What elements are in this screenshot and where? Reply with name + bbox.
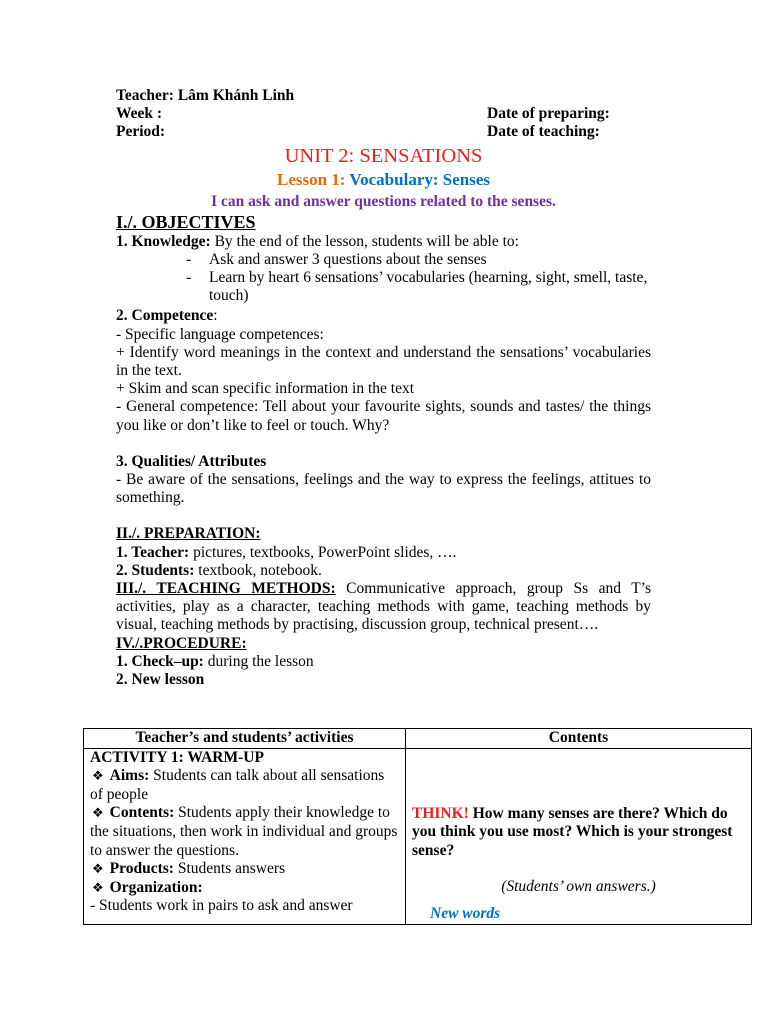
procedure-heading: IV./.PROCEDURE: (116, 634, 247, 652)
date-preparing-label: Date of preparing: (487, 105, 610, 123)
organization-text: - Students work in pairs to ask and answer (90, 897, 353, 915)
diamond-bullet-icon: ❖ (92, 805, 104, 821)
competence-line: - General competence: Tell about your favourite sights, sounds and tastes/ the things you like or don’t like to feel or touch. Why? (116, 398, 651, 434)
methods-heading: III./. TEACHING METHODS: (116, 580, 336, 598)
period-label: Period: (116, 123, 166, 141)
knowledge-item: - Ask and answer 3 questions about the senses (186, 250, 487, 268)
teacher-label: Teacher: (116, 87, 174, 104)
knowledge-text: By the end of the lesson, students will be able to: (214, 232, 519, 250)
contents-column-header: Contents (406, 729, 752, 749)
think-question (412, 805, 745, 861)
teacher-line (116, 87, 651, 105)
knowledge-line (116, 233, 651, 251)
contents-cell (406, 748, 752, 924)
lesson-title (116, 169, 651, 191)
students-answers: (Students’ own answers.) (501, 878, 656, 896)
teacher-name: Lâm Khánh Linh (177, 87, 295, 104)
diamond-bullet-icon: ❖ (92, 861, 104, 877)
activities-column-header: Teacher’s and students’ activities (84, 729, 406, 749)
preparation-teacher: 1. Teacher: pictures, textbooks, PowerPoint slides, …. (116, 543, 457, 561)
table-header-row (84, 729, 752, 749)
contents-item: ❖ Contents: Students apply their knowledge to the situations, then work in individual and groups to answer the questions. (90, 804, 398, 859)
competence-line: + Skim and scan specific information in the text (116, 380, 415, 398)
lesson-number: Lesson 1: (276, 169, 346, 189)
date-teaching-label: Date of teaching: (487, 123, 600, 141)
organization-item: ❖ Organization: (92, 878, 203, 896)
aims-item: ❖ Aims: Students can talk about all sensations of people (90, 767, 385, 803)
new-words-heading: New words (430, 904, 501, 922)
products-item: ❖ Products: Students answers (92, 860, 286, 878)
lesson-plan-page (116, 87, 651, 689)
period-row (116, 123, 651, 141)
knowledge-label: 1. Knowledge: (116, 232, 211, 250)
knowledge-list (116, 251, 651, 306)
lesson-topic: Vocabulary: Senses (349, 169, 491, 189)
qualities-heading: 3. Qualities/ Attributes (116, 452, 267, 470)
unit-title: UNIT 2: SENSATIONS (284, 144, 483, 167)
qualities-text: - Be aware of the sensations, feelings and the way to express the feelings, attitues to something. (116, 471, 651, 507)
methods-text: Communicative approach, group Ss and T’s activities, play as a character, teaching methods with game, teaching methods by visual, teaching methods by practising, discussion group, technical present…. (116, 580, 652, 634)
think-label: THINK! (412, 804, 469, 822)
week-row (116, 105, 651, 123)
diamond-bullet-icon: ❖ (92, 768, 104, 784)
objectives-heading: I./. OBJECTIVES (116, 211, 256, 232)
think-text: How many senses are there? Which do you think you use most? Which is your strongest sense? (412, 804, 733, 859)
preparation-students: 2. Students: textbook, notebook. (116, 561, 322, 579)
activity-title: ACTIVITY 1: WARM-UP (90, 748, 264, 766)
diamond-bullet-icon: ❖ (92, 879, 104, 895)
table-row (84, 748, 752, 924)
competence-line: - Specific language competences: (116, 325, 324, 343)
checkup-line: 1. Check–up: during the lesson (116, 652, 314, 670)
knowledge-item: - Learn by heart 6 sensations’ vocabularies (hearning, sight, smell, taste, touch) (186, 269, 648, 305)
week-label: Week : (116, 105, 163, 123)
new-lesson-label: 2. New lesson (116, 671, 205, 689)
activities-cell (84, 748, 406, 924)
competence-heading: 2. Competence: (116, 307, 218, 325)
activity-table (83, 728, 752, 925)
preparation-heading: II./. PREPARATION: (116, 525, 261, 543)
competence-label: 2. Competence (116, 307, 214, 325)
lesson-goal: I can ask and answer questions related to the senses. (211, 192, 556, 210)
competence-line: + Identify word meanings in the context and understand the sensations’ vocabularies in the text. (116, 343, 651, 380)
teaching-methods (116, 580, 651, 635)
